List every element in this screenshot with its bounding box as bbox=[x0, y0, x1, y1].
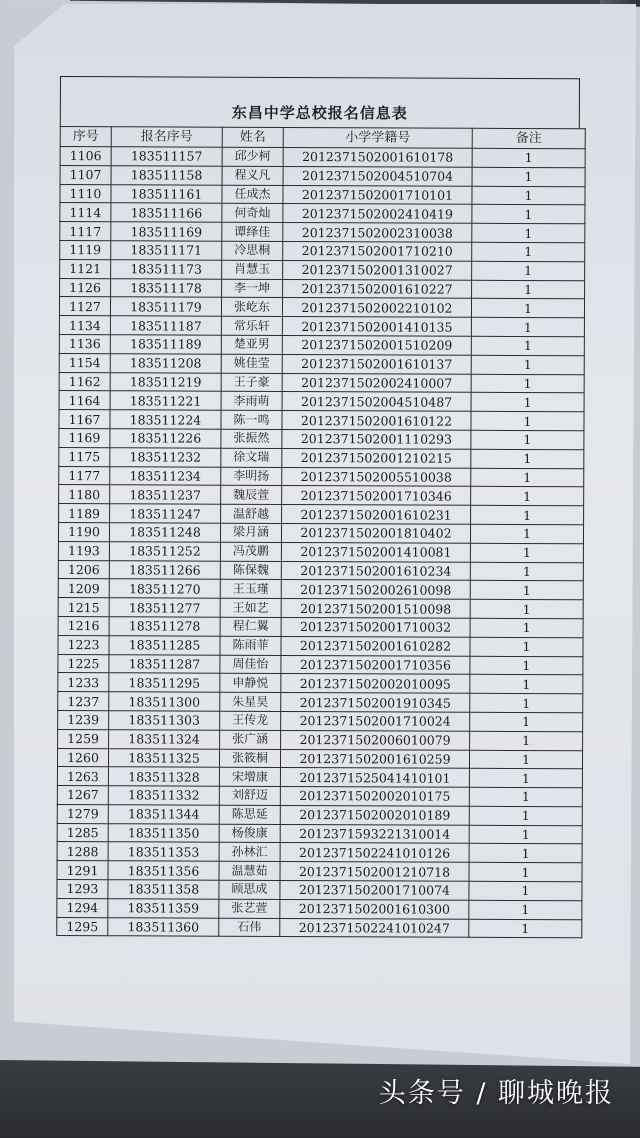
cell-name: 梁月涵 bbox=[220, 523, 281, 542]
table-row bbox=[58, 729, 583, 750]
cell-name: 朱星昊 bbox=[220, 692, 281, 711]
cell-registration-number: 183511173 bbox=[111, 260, 222, 279]
table-row bbox=[58, 673, 583, 694]
cell-remark: 1 bbox=[470, 731, 583, 750]
table-row bbox=[58, 692, 583, 713]
cell-index: 1114 bbox=[60, 203, 111, 222]
cell-student-id: 2012371502001810402 bbox=[281, 523, 470, 543]
cell-remark: 1 bbox=[469, 787, 582, 806]
cell-registration-number: 183511248 bbox=[109, 523, 220, 542]
document-title: 东昌中学总校报名信息表 bbox=[231, 103, 408, 123]
cell-student-id: 2012371502002410419 bbox=[283, 204, 472, 224]
cell-index: 1189 bbox=[59, 504, 110, 523]
cell-name: 陈保魏 bbox=[220, 561, 281, 580]
cell-remark: 1 bbox=[470, 618, 583, 637]
table-row bbox=[58, 579, 583, 600]
cell-student-id: 2012371502005510038 bbox=[282, 467, 471, 487]
table-row bbox=[58, 654, 583, 675]
cell-index: 1260 bbox=[57, 748, 108, 767]
cell-remark: 1 bbox=[471, 487, 584, 506]
cell-student-id: 2012371502001710032 bbox=[281, 617, 470, 637]
table-row bbox=[59, 410, 584, 431]
cell-index: 1175 bbox=[59, 447, 110, 466]
cell-name: 宋增康 bbox=[219, 767, 280, 786]
table-row bbox=[60, 240, 585, 261]
cell-student-id: 2012371502001310027 bbox=[283, 260, 472, 280]
cell-remark: 1 bbox=[471, 393, 584, 412]
cell-remark: 1 bbox=[471, 317, 584, 336]
table-row bbox=[58, 710, 583, 731]
cell-registration-number: 183511356 bbox=[108, 861, 219, 880]
cell-registration-number: 183511303 bbox=[109, 711, 220, 730]
cell-registration-number: 183511224 bbox=[110, 410, 221, 429]
cell-registration-number: 183511285 bbox=[109, 635, 220, 654]
cell-registration-number: 183511171 bbox=[111, 241, 222, 260]
registration-table bbox=[56, 126, 586, 939]
cell-remark: 1 bbox=[472, 261, 585, 280]
cell-student-id: 2012371502001510209 bbox=[282, 335, 471, 355]
cell-name: 王玉瑾 bbox=[220, 580, 281, 599]
cell-remark: 1 bbox=[472, 148, 585, 167]
table-row bbox=[57, 767, 582, 788]
cell-index: 1285 bbox=[57, 823, 108, 842]
cell-student-id: 2012371502001210718 bbox=[280, 862, 469, 882]
cell-registration-number: 183511277 bbox=[109, 598, 220, 617]
cell-registration-number: 183511247 bbox=[110, 504, 221, 523]
cell-registration-number: 183511169 bbox=[111, 222, 222, 241]
registration-sheet bbox=[56, 76, 580, 939]
cell-remark: 1 bbox=[471, 299, 584, 318]
cell-name: 何奇灿 bbox=[222, 204, 283, 223]
cell-index: 1106 bbox=[60, 147, 111, 166]
cell-registration-number: 183511178 bbox=[111, 278, 222, 297]
cell-remark: 1 bbox=[471, 449, 584, 468]
cell-index: 1121 bbox=[60, 259, 111, 278]
cell-index: 1239 bbox=[58, 710, 109, 729]
table-row bbox=[58, 541, 583, 562]
cell-registration-number: 183511360 bbox=[108, 917, 219, 936]
cell-remark: 1 bbox=[471, 355, 584, 374]
cell-name: 张筱桐 bbox=[219, 749, 280, 768]
table-row bbox=[59, 428, 584, 449]
cell-index: 1263 bbox=[57, 767, 108, 786]
cell-registration-number: 183511324 bbox=[109, 729, 220, 748]
cell-remark: 1 bbox=[470, 712, 583, 731]
cell-name: 杨俊康 bbox=[219, 824, 280, 843]
header-name: 姓名 bbox=[222, 127, 283, 147]
cell-index: 1136 bbox=[59, 334, 110, 353]
cell-student-id: 2012371502001610234 bbox=[281, 561, 470, 581]
cell-index: 1223 bbox=[58, 635, 109, 654]
header-remark: 备注 bbox=[472, 128, 585, 148]
header-student-id: 小学学籍号 bbox=[283, 127, 472, 148]
table-header-row bbox=[60, 127, 585, 149]
cell-index: 1215 bbox=[58, 598, 109, 617]
cell-student-id: 2012371502241010126 bbox=[280, 843, 469, 863]
cell-name: 温慧茹 bbox=[219, 861, 280, 880]
cell-index: 1127 bbox=[59, 297, 110, 316]
cell-remark: 1 bbox=[469, 806, 582, 825]
cell-index: 1134 bbox=[59, 316, 110, 335]
cell-index: 1233 bbox=[58, 673, 109, 692]
cell-name: 陈一鸣 bbox=[221, 410, 282, 429]
table-row bbox=[57, 861, 582, 882]
cell-name: 陈思延 bbox=[219, 805, 280, 824]
cell-registration-number: 183511187 bbox=[110, 316, 221, 335]
cell-registration-number: 183511237 bbox=[110, 485, 221, 504]
cell-remark: 1 bbox=[470, 599, 583, 618]
cell-name: 王传龙 bbox=[220, 711, 281, 730]
cell-student-id: 2012371502001710024 bbox=[281, 711, 470, 731]
header-registration-number: 报名序号 bbox=[111, 127, 222, 147]
cell-student-id: 2012371502001710101 bbox=[283, 185, 472, 205]
table-row bbox=[59, 353, 584, 374]
cell-index: 1293 bbox=[57, 880, 108, 899]
cell-name: 周佳怡 bbox=[220, 655, 281, 674]
cell-remark: 1 bbox=[470, 543, 583, 562]
cell-index: 1193 bbox=[58, 541, 109, 560]
cell-name: 刘舒迈 bbox=[219, 786, 280, 805]
cell-name: 陈雨菲 bbox=[220, 636, 281, 655]
cell-student-id: 2012371502001510098 bbox=[281, 599, 470, 619]
cell-index: 1180 bbox=[59, 485, 110, 504]
table-row bbox=[57, 842, 582, 863]
cell-registration-number: 183511359 bbox=[108, 899, 219, 918]
table-row bbox=[57, 786, 582, 807]
cell-remark: 1 bbox=[471, 468, 584, 487]
cell-remark: 1 bbox=[469, 769, 582, 788]
cell-registration-number: 183511350 bbox=[108, 823, 219, 842]
cell-registration-number: 183511166 bbox=[111, 203, 222, 222]
cell-index: 1267 bbox=[57, 786, 108, 805]
cell-student-id: 2012371502001610231 bbox=[282, 505, 471, 525]
cell-index: 1294 bbox=[57, 898, 108, 917]
cell-name: 顾思成 bbox=[219, 880, 280, 899]
cell-student-id: 2012371502006010079 bbox=[281, 730, 470, 750]
cell-student-id: 2012371502001410081 bbox=[281, 542, 470, 562]
cell-remark: 1 bbox=[471, 374, 584, 393]
cell-remark: 1 bbox=[469, 844, 582, 863]
cell-remark: 1 bbox=[469, 750, 582, 769]
cell-remark: 1 bbox=[470, 693, 583, 712]
cell-remark: 1 bbox=[471, 505, 584, 524]
cell-name: 徐文瑞 bbox=[221, 448, 282, 467]
cell-registration-number: 183511344 bbox=[108, 805, 219, 824]
cell-student-id: 2012371502001710356 bbox=[281, 655, 470, 675]
cell-registration-number: 183511189 bbox=[110, 335, 221, 354]
cell-remark: 1 bbox=[470, 562, 583, 581]
cell-index: 1259 bbox=[58, 729, 109, 748]
cell-student-id: 2012371502001610122 bbox=[282, 411, 471, 431]
cell-name: 王子豪 bbox=[221, 373, 282, 392]
cell-remark: 1 bbox=[472, 223, 585, 242]
cell-index: 1177 bbox=[59, 466, 110, 485]
cell-remark: 1 bbox=[472, 242, 585, 261]
cell-remark: 1 bbox=[470, 581, 583, 600]
table-row bbox=[60, 184, 585, 205]
cell-registration-number: 183511208 bbox=[110, 353, 221, 372]
cell-name: 姚佳莹 bbox=[221, 354, 282, 373]
table-row bbox=[60, 147, 585, 168]
cell-index: 1126 bbox=[60, 278, 111, 297]
cell-index: 1279 bbox=[57, 804, 108, 823]
cell-student-id: 2012371502001610178 bbox=[283, 147, 472, 167]
cell-remark: 1 bbox=[472, 205, 585, 224]
cell-name: 温舒越 bbox=[221, 504, 282, 523]
cell-name: 楚亚男 bbox=[221, 335, 282, 354]
cell-index: 1117 bbox=[60, 222, 111, 241]
table-row bbox=[58, 522, 583, 543]
cell-index: 1225 bbox=[58, 654, 109, 673]
cell-student-id: 2012371502001110293 bbox=[282, 429, 471, 449]
cell-name: 冯茂鹏 bbox=[220, 542, 281, 561]
cell-registration-number: 183511232 bbox=[110, 447, 221, 466]
table-row bbox=[60, 278, 585, 299]
cell-name: 张艺萱 bbox=[219, 899, 280, 918]
table-row bbox=[59, 504, 584, 525]
cell-student-id: 2012371502001610300 bbox=[280, 899, 469, 919]
table-row bbox=[58, 616, 583, 637]
cell-remark: 1 bbox=[472, 167, 585, 186]
cell-student-id: 2012371502002310038 bbox=[283, 223, 472, 243]
cell-index: 1291 bbox=[57, 861, 108, 880]
cell-student-id: 2012371502004510487 bbox=[282, 392, 471, 412]
cell-student-id: 2012371502001710210 bbox=[283, 241, 472, 261]
cell-registration-number: 183511328 bbox=[108, 767, 219, 786]
cell-student-id: 2012371593221310014 bbox=[280, 824, 469, 844]
cell-student-id: 2012371502004510704 bbox=[283, 166, 472, 186]
cell-registration-number: 183511234 bbox=[110, 466, 221, 485]
cell-index: 1237 bbox=[58, 692, 109, 711]
cell-name: 邱少柯 bbox=[222, 147, 283, 166]
cell-index: 1295 bbox=[57, 917, 108, 936]
cell-index: 1167 bbox=[59, 410, 110, 429]
cell-index: 1162 bbox=[59, 372, 110, 391]
cell-name: 程义凡 bbox=[222, 166, 283, 185]
table-row bbox=[57, 804, 582, 825]
table-row bbox=[59, 391, 584, 412]
cell-student-id: 2012371525041410101 bbox=[280, 768, 469, 788]
cell-registration-number: 183511358 bbox=[108, 880, 219, 899]
cell-remark: 1 bbox=[470, 675, 583, 694]
table-body bbox=[57, 147, 585, 939]
cell-name: 申静悦 bbox=[220, 674, 281, 693]
source-watermark: 头条号 / 聊城晚报 bbox=[378, 1078, 614, 1109]
cell-registration-number: 183511157 bbox=[111, 147, 222, 166]
cell-student-id: 2012371502001710346 bbox=[282, 486, 471, 506]
cell-student-id: 2012371502002610098 bbox=[281, 580, 470, 600]
table-row bbox=[59, 334, 584, 355]
cell-student-id: 2012371502001610259 bbox=[280, 749, 469, 769]
cell-student-id: 2012371502001910345 bbox=[281, 693, 470, 713]
cell-student-id: 2012371502002010189 bbox=[280, 805, 469, 825]
cell-index: 1209 bbox=[58, 579, 109, 598]
cell-student-id: 2012371502001610227 bbox=[283, 279, 472, 299]
cell-index: 1169 bbox=[59, 428, 110, 447]
cell-student-id: 2012371502002010175 bbox=[280, 787, 469, 807]
cell-student-id: 2012371502001410135 bbox=[282, 317, 471, 337]
cell-registration-number: 183511158 bbox=[111, 166, 222, 185]
cell-student-id: 2012371502001210215 bbox=[282, 448, 471, 468]
table-row bbox=[60, 222, 585, 243]
cell-name: 肖慧玉 bbox=[222, 260, 283, 279]
cell-student-id: 2012371502001710074 bbox=[280, 881, 469, 901]
cell-student-id: 2012371502002010095 bbox=[281, 674, 470, 694]
cell-registration-number: 183511353 bbox=[108, 842, 219, 861]
cell-remark: 1 bbox=[469, 825, 582, 844]
cell-registration-number: 183511287 bbox=[109, 654, 220, 673]
cell-index: 1110 bbox=[60, 184, 111, 203]
table-row bbox=[57, 898, 582, 919]
cell-remark: 1 bbox=[471, 336, 584, 355]
cell-index: 1190 bbox=[58, 522, 109, 541]
cell-index: 1154 bbox=[59, 353, 110, 372]
cell-index: 1119 bbox=[60, 240, 111, 259]
cell-name: 张屹东 bbox=[221, 298, 282, 317]
cell-registration-number: 183511179 bbox=[110, 297, 221, 316]
table-row bbox=[57, 880, 582, 901]
cell-registration-number: 183511325 bbox=[108, 748, 219, 767]
cell-registration-number: 183511332 bbox=[108, 786, 219, 805]
cell-name: 李一坤 bbox=[222, 279, 283, 298]
cell-remark: 1 bbox=[469, 919, 582, 938]
cell-remark: 1 bbox=[472, 280, 585, 299]
cell-remark: 1 bbox=[469, 881, 582, 900]
cell-index: 1216 bbox=[58, 616, 109, 635]
table-row bbox=[60, 165, 585, 186]
cell-remark: 1 bbox=[471, 430, 584, 449]
cell-registration-number: 183511295 bbox=[109, 673, 220, 692]
table-row bbox=[58, 598, 583, 619]
cell-index: 1107 bbox=[60, 165, 111, 184]
table-row bbox=[57, 917, 582, 938]
cell-remark: 1 bbox=[470, 656, 583, 675]
cell-name: 张广涵 bbox=[220, 730, 281, 749]
cell-name: 石伟 bbox=[219, 918, 280, 937]
cell-student-id: 2012371502241010247 bbox=[280, 918, 469, 938]
cell-remark: 1 bbox=[470, 637, 583, 656]
cell-remark: 1 bbox=[469, 900, 582, 919]
table-row bbox=[58, 635, 583, 656]
cell-registration-number: 183511270 bbox=[109, 579, 220, 598]
cell-name: 常乐轩 bbox=[221, 316, 282, 335]
cell-registration-number: 183511300 bbox=[109, 692, 220, 711]
table-row bbox=[57, 748, 582, 769]
table-row bbox=[58, 560, 583, 581]
cell-registration-number: 183511226 bbox=[110, 429, 221, 448]
cell-index: 1288 bbox=[57, 842, 108, 861]
cell-name: 任成杰 bbox=[222, 185, 283, 204]
cell-registration-number: 183511278 bbox=[109, 617, 220, 636]
cell-remark: 1 bbox=[472, 186, 585, 205]
table-row bbox=[59, 316, 584, 337]
table-row bbox=[59, 466, 584, 487]
cell-name: 魏辰萱 bbox=[221, 486, 282, 505]
cell-name: 李雨萌 bbox=[221, 392, 282, 411]
cell-name: 李明扬 bbox=[221, 467, 282, 486]
table-row bbox=[59, 372, 584, 393]
cell-remark: 1 bbox=[471, 411, 584, 430]
cell-name: 王如艺 bbox=[220, 598, 281, 617]
cell-registration-number: 183511252 bbox=[109, 541, 220, 560]
cell-registration-number: 183511221 bbox=[110, 391, 221, 410]
table-row bbox=[59, 447, 584, 468]
header-index: 序号 bbox=[60, 127, 111, 147]
cell-registration-number: 183511266 bbox=[109, 560, 220, 579]
cell-name: 冷思桐 bbox=[222, 241, 283, 260]
cell-remark: 1 bbox=[469, 863, 582, 882]
cell-remark: 1 bbox=[470, 524, 583, 543]
cell-student-id: 2012371502001610282 bbox=[281, 636, 470, 656]
cell-name: 谭绎佳 bbox=[222, 222, 283, 241]
table-row bbox=[60, 259, 585, 280]
table-row bbox=[59, 485, 584, 506]
cell-name: 孙林汇 bbox=[219, 843, 280, 862]
cell-registration-number: 183511161 bbox=[111, 184, 222, 203]
cell-student-id: 2012371502002410007 bbox=[282, 373, 471, 393]
table-row bbox=[59, 297, 584, 318]
table-row bbox=[57, 823, 582, 844]
title-box bbox=[60, 76, 580, 128]
cell-name: 程仁翼 bbox=[220, 617, 281, 636]
cell-index: 1164 bbox=[59, 391, 110, 410]
cell-index: 1206 bbox=[58, 560, 109, 579]
table-row bbox=[60, 203, 585, 224]
cell-name: 张振然 bbox=[221, 429, 282, 448]
cell-student-id: 2012371502001610137 bbox=[282, 354, 471, 374]
cell-student-id: 2012371502002210102 bbox=[282, 298, 471, 318]
cell-registration-number: 183511219 bbox=[110, 372, 221, 391]
